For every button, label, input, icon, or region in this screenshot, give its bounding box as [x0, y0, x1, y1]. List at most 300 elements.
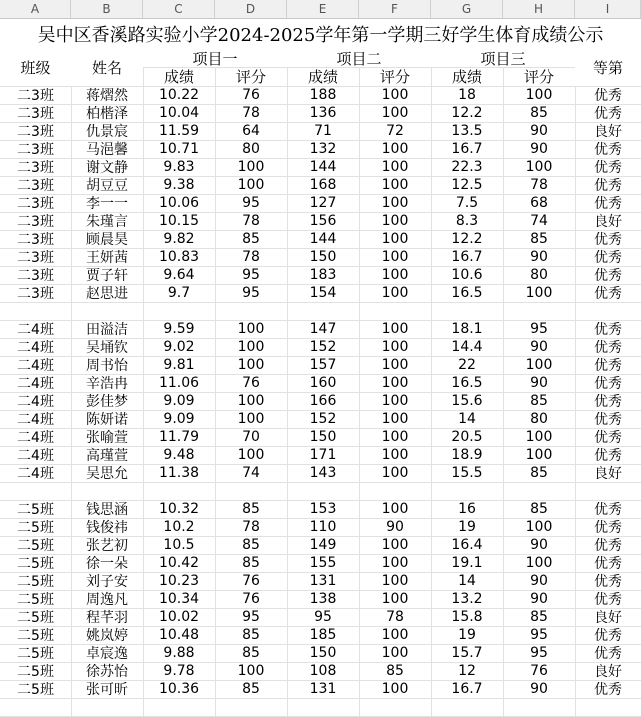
cell-score2[interactable]: 154	[309, 285, 337, 301]
cell-rating1[interactable]: 76	[242, 375, 260, 391]
cell-rating2[interactable]: 100	[381, 87, 409, 103]
cell-class[interactable]: 二4班	[17, 430, 54, 446]
cell-score1[interactable]: 10.48	[158, 627, 200, 643]
cell-grade[interactable]: 优秀	[594, 502, 622, 518]
cell-class[interactable]: 二3班	[17, 106, 54, 122]
cell-score1[interactable]: 9.59	[163, 321, 195, 337]
cell-rating3[interactable]: 85	[530, 501, 548, 517]
cell-rating2[interactable]: 100	[381, 285, 409, 301]
cell-rating1[interactable]: 64	[242, 123, 260, 139]
cell-score3[interactable]: 20.5	[451, 429, 483, 445]
cell-name[interactable]: 张艺初	[86, 538, 128, 554]
cell-name[interactable]: 田溢洁	[86, 322, 128, 338]
cell-score3[interactable]: 15.6	[451, 393, 483, 409]
cell-rating3[interactable]: 76	[530, 663, 548, 679]
header-name[interactable]: 姓名	[71, 49, 143, 86]
cell-rating2[interactable]: 100	[381, 627, 409, 643]
column-header-i[interactable]: I	[575, 0, 641, 19]
cell-grade[interactable]: 优秀	[594, 268, 622, 284]
cell-name[interactable]: 吴思允	[86, 466, 128, 482]
cell-rating1[interactable]: 100	[237, 447, 265, 463]
header-project3[interactable]: 项目三	[431, 49, 575, 67]
cell-score2[interactable]: 188	[309, 87, 337, 103]
cell-grade[interactable]	[575, 482, 641, 500]
cell-rating2[interactable]: 100	[381, 213, 409, 229]
cell-name[interactable]: 柏楷泽	[86, 106, 128, 122]
cell-rating3[interactable]: 100	[525, 447, 553, 463]
cell-rating2[interactable]: 100	[381, 195, 409, 211]
cell-class[interactable]	[0, 302, 71, 320]
column-header-h[interactable]: H	[503, 0, 575, 19]
cell-grade[interactable]: 良好	[594, 124, 622, 140]
cell-rating1[interactable]: 95	[242, 195, 260, 211]
cell-rating2[interactable]: 100	[381, 447, 409, 463]
header-project1[interactable]: 项目一	[143, 49, 287, 67]
cell-score3[interactable]: 14	[458, 411, 476, 427]
cell-score1[interactable]: 11.06	[158, 375, 200, 391]
cell-score1[interactable]	[143, 482, 215, 500]
cell-rating3[interactable]: 90	[530, 537, 548, 553]
cell-grade[interactable]: 良好	[594, 664, 622, 680]
cell-grade[interactable]: 优秀	[594, 574, 622, 590]
cell-rating1[interactable]: 100	[237, 393, 265, 409]
column-header-b[interactable]: B	[71, 0, 143, 19]
cell-rating2[interactable]: 100	[381, 429, 409, 445]
cell-grade[interactable]: 良好	[594, 610, 622, 626]
cell-rating3[interactable]: 90	[530, 339, 548, 355]
cell-grade[interactable]: 优秀	[594, 232, 622, 248]
cell-score3[interactable]: 16.7	[451, 249, 483, 265]
cell-class[interactable]: 二5班	[17, 628, 54, 644]
cell-rating3[interactable]: 74	[530, 213, 548, 229]
cell-score1[interactable]: 9.78	[163, 663, 195, 679]
cell-score3[interactable]: 14.4	[451, 339, 483, 355]
cell-rating3[interactable]: 100	[525, 159, 553, 175]
cell-score3[interactable]: 13.5	[451, 123, 483, 139]
cell-name[interactable]: 吴埇钦	[86, 340, 128, 356]
header-grade[interactable]: 等第	[575, 49, 641, 86]
cell-score1[interactable]: 10.04	[158, 105, 200, 121]
cell-rating1[interactable]: 100	[237, 357, 265, 373]
cell-name[interactable]: 周书怡	[86, 358, 128, 374]
cell-score1[interactable]: 11.38	[158, 465, 200, 481]
cell-score3[interactable]: 16	[458, 501, 476, 517]
cell-rating2[interactable]: 100	[381, 411, 409, 427]
cell-grade[interactable]: 优秀	[594, 682, 622, 698]
cell-rating3[interactable]	[503, 302, 575, 320]
cell-rating2[interactable]: 100	[381, 591, 409, 607]
cell-rating2[interactable]: 100	[381, 249, 409, 265]
cell-score3[interactable]: 12.2	[451, 231, 483, 247]
cell-rating1[interactable]: 95	[242, 609, 260, 625]
cell-score3[interactable]: 8.3	[455, 213, 479, 229]
cell-score1[interactable]: 9.64	[163, 267, 195, 283]
cell-score2[interactable]: 136	[309, 105, 337, 121]
cell-class[interactable]: 二5班	[17, 538, 54, 554]
cell-rating3[interactable]: 85	[530, 231, 548, 247]
cell-score2[interactable]: 144	[309, 231, 337, 247]
cell-rating3[interactable]	[503, 482, 575, 500]
cell-rating1[interactable]	[215, 482, 287, 500]
cell-class[interactable]: 二4班	[17, 322, 54, 338]
cell-class[interactable]: 二3班	[17, 232, 54, 248]
cell-class[interactable]: 二4班	[17, 394, 54, 410]
cell-rating3[interactable]: 100	[525, 87, 553, 103]
cell-score2[interactable]: 138	[309, 591, 337, 607]
cell-rating3[interactable]: 90	[530, 681, 548, 697]
cell-rating2[interactable]: 100	[381, 267, 409, 283]
cell-name[interactable]: 贾子轩	[86, 268, 128, 284]
cell-rating3[interactable]: 90	[530, 249, 548, 265]
cell-score2[interactable]	[287, 482, 359, 500]
cell-rating1[interactable]: 76	[242, 573, 260, 589]
cell-name[interactable]: 仇景宸	[86, 124, 128, 140]
cell-score3[interactable]: 16.7	[451, 141, 483, 157]
cell-grade[interactable]: 优秀	[594, 412, 622, 428]
cell-class[interactable]: 二5班	[17, 556, 54, 572]
cell-rating2[interactable]: 100	[381, 339, 409, 355]
cell-rating3[interactable]: 90	[530, 591, 548, 607]
cell-rating3[interactable]: 100	[525, 429, 553, 445]
cell-score2[interactable]: 144	[309, 159, 337, 175]
cell-rating3[interactable]: 85	[530, 393, 548, 409]
cell-score3[interactable]	[431, 302, 503, 320]
cell-score2[interactable]	[287, 302, 359, 320]
cell-class[interactable]: 二5班	[17, 646, 54, 662]
cell-name[interactable]: 顾晨昊	[86, 232, 128, 248]
cell-rating1[interactable]: 100	[237, 159, 265, 175]
column-header-c[interactable]: C	[143, 0, 215, 19]
cell-score1[interactable]: 10.36	[158, 681, 200, 697]
cell-score2[interactable]: 160	[309, 375, 337, 391]
cell-score3[interactable]: 16.4	[451, 537, 483, 553]
cell-name[interactable]: 张可昕	[86, 682, 128, 698]
header-rating[interactable]: 评分	[523, 68, 554, 86]
cell-rating1[interactable]: 70	[242, 429, 260, 445]
cell-score1[interactable]: 10.2	[163, 519, 195, 535]
cell-score2[interactable]: 131	[309, 573, 337, 589]
cell-rating3[interactable]: 85	[530, 465, 548, 481]
cell-score3[interactable]: 19.1	[451, 555, 483, 571]
cell-score1[interactable]: 10.71	[158, 141, 200, 157]
cell-score2[interactable]: 131	[309, 681, 337, 697]
cell-rating3[interactable]: 68	[530, 195, 548, 211]
cell-score2[interactable]: 127	[309, 195, 337, 211]
cell-rating1[interactable]: 85	[242, 645, 260, 661]
cell-grade[interactable]: 优秀	[594, 286, 622, 302]
cell-grade[interactable]: 优秀	[594, 196, 622, 212]
cell-grade[interactable]: 优秀	[594, 322, 622, 338]
cell-rating1[interactable]: 85	[242, 555, 260, 571]
cell-score1[interactable]: 10.83	[158, 249, 200, 265]
cell-rating3[interactable]: 95	[530, 321, 548, 337]
cell-rating2[interactable]: 85	[386, 663, 404, 679]
column-header-e[interactable]: E	[287, 0, 359, 19]
cell-name[interactable]: 蒋熠然	[86, 88, 128, 104]
cell-score2[interactable]: 152	[309, 339, 337, 355]
cell-grade[interactable]: 优秀	[594, 376, 622, 392]
cell-name[interactable]: 赵思进	[86, 286, 128, 302]
cell-rating2[interactable]: 100	[381, 573, 409, 589]
cell-grade[interactable]: 优秀	[594, 106, 622, 122]
cell-score2[interactable]: 152	[309, 411, 337, 427]
cell-score3[interactable]: 18.9	[451, 447, 483, 463]
cell-name[interactable]: 朱瑾言	[86, 214, 128, 230]
cell-score3[interactable]: 19	[458, 519, 476, 535]
cell-name[interactable]	[71, 482, 143, 500]
cell-name[interactable]: 陈妍诺	[86, 412, 128, 428]
cell-name[interactable]: 高瑾萱	[86, 448, 128, 464]
cell-rating3[interactable]: 80	[530, 267, 548, 283]
cell-class[interactable]: 二3班	[17, 178, 54, 194]
cell-score1[interactable]: 10.23	[158, 573, 200, 589]
cell-score2[interactable]: 150	[309, 645, 337, 661]
cell-name[interactable]: 徐一朵	[86, 556, 128, 572]
cell-name[interactable]: 周逸凡	[86, 592, 128, 608]
cell-rating1[interactable]: 78	[242, 519, 260, 535]
cell-name[interactable]: 胡豆豆	[86, 178, 128, 194]
cell-rating3[interactable]: 85	[530, 609, 548, 625]
cell-score1[interactable]: 9.81	[163, 357, 195, 373]
cell-grade[interactable]: 优秀	[594, 340, 622, 356]
cell-grade[interactable]	[575, 302, 641, 320]
cell-class[interactable]: 二5班	[17, 592, 54, 608]
cell-rating3[interactable]: 100	[525, 357, 553, 373]
cell-rating2[interactable]	[359, 302, 431, 320]
cell-grade[interactable]: 优秀	[594, 142, 622, 158]
cell-rating2[interactable]: 100	[381, 141, 409, 157]
cell-rating1[interactable]: 100	[237, 177, 265, 193]
cell-grade[interactable]: 优秀	[594, 646, 622, 662]
cell-rating2[interactable]: 100	[381, 105, 409, 121]
header-rating[interactable]: 评分	[379, 68, 410, 86]
cell-class[interactable]: 二3班	[17, 250, 54, 266]
sheet-title[interactable]: 吴中区香溪路实验小学2024-2025学年第一学期三好学生体育成绩公示	[0, 19, 641, 49]
cell-score3[interactable]: 18.1	[451, 321, 483, 337]
cell-score3[interactable]: 12.5	[451, 177, 483, 193]
cell-rating2[interactable]: 100	[381, 231, 409, 247]
cell-rating1[interactable]: 85	[242, 537, 260, 553]
cell-grade[interactable]: 优秀	[594, 556, 622, 572]
cell-name[interactable]: 姚岚婷	[86, 628, 128, 644]
cell-score1[interactable]	[143, 302, 215, 320]
cell-rating1[interactable]: 78	[242, 213, 260, 229]
cell-score2[interactable]: 171	[309, 447, 337, 463]
cell-score3[interactable]: 16.5	[451, 375, 483, 391]
cell-name[interactable]: 刘子安	[86, 574, 128, 590]
cell-score2[interactable]: 155	[309, 555, 337, 571]
cell-class[interactable]: 二3班	[17, 88, 54, 104]
cell-score2[interactable]: 185	[309, 627, 337, 643]
cell-score3[interactable]: 14	[458, 573, 476, 589]
cell-rating2[interactable]: 72	[386, 123, 404, 139]
cell-score1[interactable]: 10.15	[158, 213, 200, 229]
cell-score2[interactable]: 95	[314, 609, 332, 625]
cell-rating3[interactable]: 95	[530, 645, 548, 661]
cell-name[interactable]: 程芊羽	[86, 610, 128, 626]
cell-score3[interactable]: 13.2	[451, 591, 483, 607]
cell-rating1[interactable]: 80	[242, 141, 260, 157]
cell-score3[interactable]: 19	[458, 627, 476, 643]
cell-class[interactable]: 二4班	[17, 448, 54, 464]
cell-score1[interactable]: 11.59	[158, 123, 200, 139]
cell-rating1[interactable]: 76	[242, 87, 260, 103]
cell-score1[interactable]: 9.48	[163, 447, 195, 463]
cell-rating1[interactable]: 100	[237, 663, 265, 679]
cell-class[interactable]: 二3班	[17, 286, 54, 302]
cell-rating3[interactable]: 95	[530, 627, 548, 643]
cell-class[interactable]: 二3班	[17, 160, 54, 176]
cell-class[interactable]: 二4班	[17, 412, 54, 428]
cell-grade[interactable]: 优秀	[594, 448, 622, 464]
cell-score2[interactable]: 157	[309, 357, 337, 373]
cell-name[interactable]: 马浥馨	[86, 142, 128, 158]
cell-name[interactable]: 李一一	[86, 196, 128, 212]
cell-score3[interactable]: 16.7	[451, 681, 483, 697]
cell-score2[interactable]: 132	[309, 141, 337, 157]
cell-score3[interactable]: 12	[458, 663, 476, 679]
cell-rating3[interactable]: 90	[530, 375, 548, 391]
header-project2[interactable]: 项目二	[287, 49, 431, 67]
cell-name[interactable]: 张喻萱	[86, 430, 128, 446]
cell-class[interactable]: 二4班	[17, 358, 54, 374]
cell-name[interactable]: 卓宸逸	[86, 646, 128, 662]
cell-score1[interactable]: 9.09	[163, 393, 195, 409]
cell-class[interactable]: 二5班	[17, 610, 54, 626]
cell-score1[interactable]: 11.79	[158, 429, 200, 445]
cell-grade[interactable]: 优秀	[594, 520, 622, 536]
cell-rating2[interactable]: 100	[381, 465, 409, 481]
cell-name[interactable]: 王妍茜	[86, 250, 128, 266]
cell-score1[interactable]: 9.82	[163, 231, 195, 247]
cell-score2[interactable]: 150	[309, 429, 337, 445]
cell-score2[interactable]: 71	[314, 123, 332, 139]
cell-score3[interactable]: 15.8	[451, 609, 483, 625]
cell-grade[interactable]: 良好	[594, 214, 622, 230]
cell-rating3[interactable]: 90	[530, 141, 548, 157]
cell-score3[interactable]	[431, 482, 503, 500]
cell-rating1[interactable]: 78	[242, 105, 260, 121]
cell-rating2[interactable]: 100	[381, 159, 409, 175]
header-rating[interactable]: 评分	[235, 68, 266, 86]
cell-class[interactable]: 二5班	[17, 574, 54, 590]
cell-score2[interactable]: 156	[309, 213, 337, 229]
cell-grade[interactable]: 优秀	[594, 628, 622, 644]
cell-rating2[interactable]: 78	[386, 609, 404, 625]
cell-rating2[interactable]: 100	[381, 501, 409, 517]
cell-score1[interactable]: 10.22	[158, 87, 200, 103]
cell-score1[interactable]: 9.83	[163, 159, 195, 175]
cell-score3[interactable]: 18	[458, 87, 476, 103]
cell-rating3[interactable]: 100	[525, 285, 553, 301]
cell-rating2[interactable]: 100	[381, 375, 409, 391]
cell-class[interactable]	[0, 482, 71, 500]
cell-score2[interactable]: 147	[309, 321, 337, 337]
cell-class[interactable]: 二5班	[17, 664, 54, 680]
cell-rating3[interactable]: 80	[530, 411, 548, 427]
cell-score2[interactable]: 153	[309, 501, 337, 517]
cell-rating1[interactable]	[215, 302, 287, 320]
cell-rating2[interactable]: 100	[381, 177, 409, 193]
cell-score3[interactable]: 7.5	[455, 195, 479, 211]
cell-rating2[interactable]: 100	[381, 537, 409, 553]
cell-rating3[interactable]: 100	[525, 519, 553, 535]
cell-score3[interactable]: 12.2	[451, 105, 483, 121]
cell-score3[interactable]: 16.5	[451, 285, 483, 301]
cell-rating3[interactable]: 90	[530, 123, 548, 139]
cell-score1[interactable]: 10.5	[163, 537, 195, 553]
cell-rating2[interactable]: 100	[381, 321, 409, 337]
cell-class[interactable]: 二3班	[17, 196, 54, 212]
cell-rating1[interactable]: 76	[242, 591, 260, 607]
cell-score1[interactable]: 9.38	[163, 177, 195, 193]
cell-name[interactable]	[71, 302, 143, 320]
cell-grade[interactable]: 优秀	[594, 178, 622, 194]
cell-name[interactable]: 谢文静	[86, 160, 128, 176]
cell-rating1[interactable]: 78	[242, 249, 260, 265]
cell-score1[interactable]: 10.34	[158, 591, 200, 607]
cell-rating2[interactable]: 100	[381, 645, 409, 661]
cell-grade[interactable]: 优秀	[594, 430, 622, 446]
cell-score1[interactable]: 10.42	[158, 555, 200, 571]
header-class[interactable]: 班级	[0, 49, 71, 86]
cell-rating1[interactable]: 95	[242, 267, 260, 283]
cell-grade[interactable]: 优秀	[594, 88, 622, 104]
cell-rating1[interactable]: 74	[242, 465, 260, 481]
cell-class[interactable]: 二4班	[17, 466, 54, 482]
cell-score1[interactable]: 10.32	[158, 501, 200, 517]
cell-grade[interactable]: 优秀	[594, 250, 622, 266]
cell-score1[interactable]: 10.02	[158, 609, 200, 625]
cell-score2[interactable]: 110	[309, 519, 337, 535]
cell-class[interactable]: 二5班	[17, 682, 54, 698]
cell-score2[interactable]: 166	[309, 393, 337, 409]
cell-class[interactable]: 二3班	[17, 214, 54, 230]
cell-rating2[interactable]: 100	[381, 357, 409, 373]
cell-class[interactable]: 二3班	[17, 124, 54, 140]
cell-score3[interactable]: 10.6	[451, 267, 483, 283]
cell-score3[interactable]: 22	[458, 357, 476, 373]
cell-rating3[interactable]: 90	[530, 573, 548, 589]
column-header-g[interactable]: G	[431, 0, 503, 19]
cell-rating1[interactable]: 85	[242, 681, 260, 697]
column-header-d[interactable]: D	[215, 0, 287, 19]
cell-grade[interactable]: 优秀	[594, 538, 622, 554]
cell-grade[interactable]: 优秀	[594, 160, 622, 176]
cell-rating3[interactable]: 85	[530, 105, 548, 121]
cell-class[interactable]: 二3班	[17, 268, 54, 284]
cell-rating2[interactable]: 100	[381, 555, 409, 571]
cell-score1[interactable]: 10.06	[158, 195, 200, 211]
cell-score1[interactable]: 9.02	[163, 339, 195, 355]
header-score[interactable]: 成绩	[451, 68, 482, 86]
cell-rating1[interactable]: 100	[237, 321, 265, 337]
cell-score3[interactable]: 15.5	[451, 465, 483, 481]
cell-score2[interactable]: 143	[309, 465, 337, 481]
cell-class[interactable]: 二3班	[17, 142, 54, 158]
cell-score2[interactable]: 183	[309, 267, 337, 283]
cell-name[interactable]: 钱俊祎	[86, 520, 128, 536]
cell-class[interactable]: 二5班	[17, 520, 54, 536]
cell-score1[interactable]: 9.09	[163, 411, 195, 427]
cell-rating2[interactable]	[359, 482, 431, 500]
cell-grade[interactable]: 良好	[594, 466, 622, 482]
cell-rating1[interactable]: 100	[237, 339, 265, 355]
cell-rating2[interactable]: 90	[386, 519, 404, 535]
cell-score3[interactable]: 22.3	[451, 159, 483, 175]
cell-name[interactable]: 辛浩冉	[86, 376, 128, 392]
cell-rating2[interactable]: 100	[381, 681, 409, 697]
